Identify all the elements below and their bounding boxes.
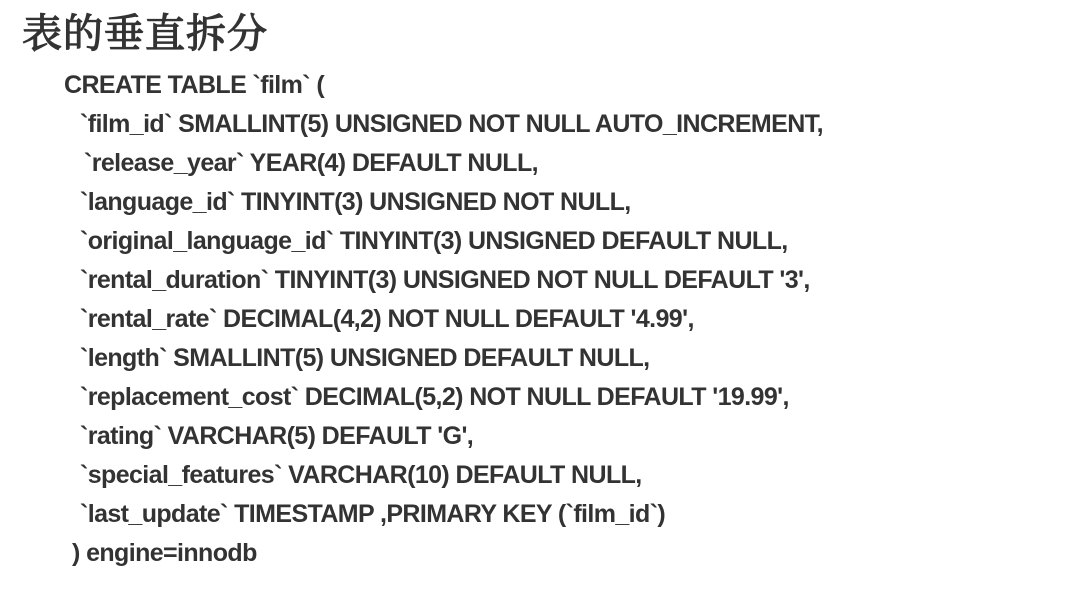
code-line-rental-rate: `rental_rate` DECIMAL(4,2) NOT NULL DEFAULT '4.99', bbox=[80, 305, 694, 333]
code-line-create: CREATE TABLE `film` ( bbox=[64, 71, 325, 99]
code-line-language-id: `language_id` TINYINT(3) UNSIGNED NOT NULL, bbox=[80, 188, 631, 216]
slide-title: 表的垂直拆分 bbox=[22, 12, 268, 56]
code-line-special-features: `special_features` VARCHAR(10) DEFAULT NULL, bbox=[80, 461, 642, 489]
code-line-release-year: `release_year` YEAR(4) DEFAULT NULL, bbox=[84, 149, 538, 177]
code-line-rating: `rating` VARCHAR(5) DEFAULT 'G', bbox=[80, 422, 474, 450]
code-line-film-id: `film_id` SMALLINT(5) UNSIGNED NOT NULL AUTO_INCREMENT, bbox=[80, 110, 823, 138]
code-line-replacement-cost: `replacement_cost` DECIMAL(5,2) NOT NULL DEFAULT '19.99', bbox=[80, 383, 789, 411]
code-line-original-language-id: `original_language_id` TINYINT(3) UNSIGNED DEFAULT NULL, bbox=[80, 227, 788, 255]
code-line-engine: ) engine=innodb bbox=[72, 539, 257, 567]
code-line-last-update: `last_update` TIMESTAMP ,PRIMARY KEY (`film_id`) bbox=[80, 500, 666, 528]
sql-code-block bbox=[64, 66, 823, 573]
code-line-length: `length` SMALLINT(5) UNSIGNED DEFAULT NULL, bbox=[80, 344, 650, 372]
code-line-rental-duration: `rental_duration` TINYINT(3) UNSIGNED NOT NULL DEFAULT '3', bbox=[80, 266, 810, 294]
